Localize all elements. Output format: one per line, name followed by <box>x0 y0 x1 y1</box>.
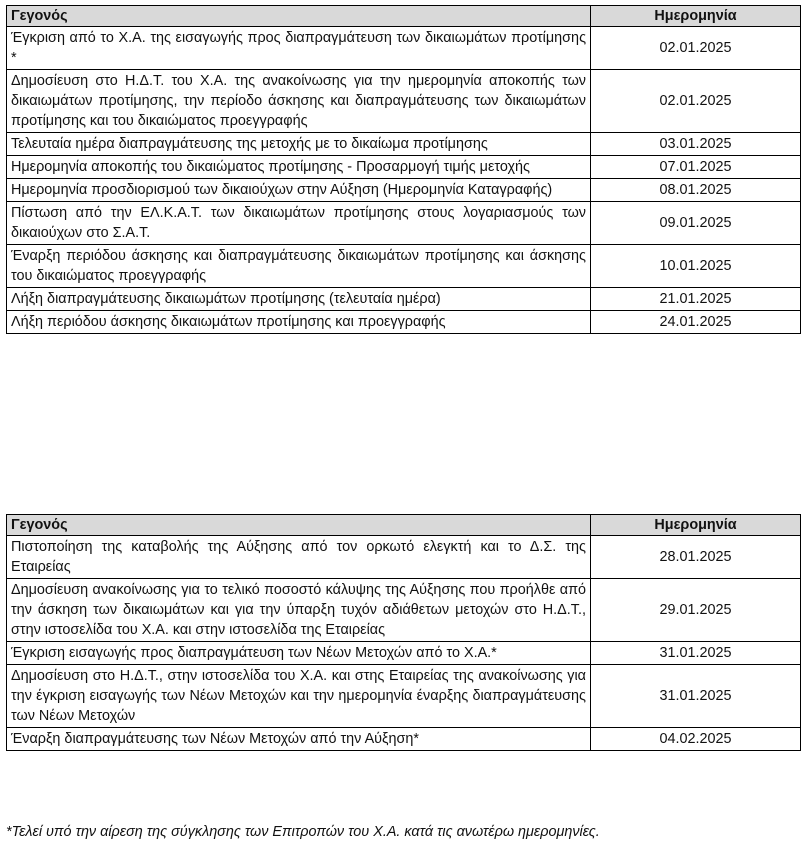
table-row <box>7 579 801 642</box>
date-cell: 08.01.2025 <box>591 179 801 202</box>
date-cell: 10.01.2025 <box>591 245 801 288</box>
event-cell: Έγκριση από το Χ.Α. της εισαγωγής προς διαπραγμάτευση των δικαιωμάτων προτίμησης * <box>7 27 591 70</box>
table-row <box>7 156 801 179</box>
column-header-event: Γεγονός <box>7 515 591 536</box>
timeline-table-new-shares <box>6 514 801 751</box>
event-cell: Έναρξη περιόδου άσκησης και διαπραγμάτευσης δικαιωμάτων προτίμησης και άσκησης του δικαιώματος προεγγραφής <box>7 245 591 288</box>
event-cell: Πιστοποίηση της καταβολής της Αύξησης από τον ορκωτό ελεγκτή και το Δ.Σ. της Εταιρείας <box>7 536 591 579</box>
table-row <box>7 288 801 311</box>
event-cell: Έγκριση εισαγωγής προς διαπραγμάτευση των Νέων Μετοχών από το Χ.Α.* <box>7 642 591 665</box>
event-cell: Τελευταία ημέρα διαπραγμάτευσης της μετοχής με το δικαίωμα προτίμησης <box>7 133 591 156</box>
table-header-row <box>7 6 801 27</box>
event-cell: Δημοσίευση στο Η.Δ.Τ. του Χ.Α. της ανακοίνωσης για την ημερομηνία αποκοπής των δικαιωμάτων προτίμησης, την περίοδο άσκησης και διαπραγμάτευσης των δικαιωμάτων προτίμησης και του δικαιώματος προεγγραφής <box>7 70 591 133</box>
date-cell: 07.01.2025 <box>591 156 801 179</box>
table-row <box>7 133 801 156</box>
event-cell: Πίστωση από την ΕΛ.Κ.Α.Τ. των δικαιωμάτων προτίμησης στους λογαριασμούς των δικαιούχων στο Σ.Α.Τ. <box>7 202 591 245</box>
date-cell: 31.01.2025 <box>591 665 801 728</box>
table-row <box>7 245 801 288</box>
table-header-row <box>7 515 801 536</box>
table-row <box>7 202 801 245</box>
event-cell: Έναρξη διαπραγμάτευσης των Νέων Μετοχών από την Αύξηση* <box>7 728 591 751</box>
date-cell: 02.01.2025 <box>591 70 801 133</box>
date-cell: 02.01.2025 <box>591 27 801 70</box>
date-cell: 24.01.2025 <box>591 311 801 334</box>
table-row <box>7 665 801 728</box>
event-cell: Λήξη περιόδου άσκησης δικαιωμάτων προτίμησης και προεγγραφής <box>7 311 591 334</box>
date-cell: 09.01.2025 <box>591 202 801 245</box>
footnote: *Τελεί υπό την αίρεση της σύγκλησης των Επιτροπών του Χ.Α. κατά τις ανωτέρω ημερομηνίες. <box>6 824 600 840</box>
event-cell: Ημερομηνία αποκοπής του δικαιώματος προτίμησης - Προσαρμογή τιμής μετοχής <box>7 156 591 179</box>
date-cell: 29.01.2025 <box>591 579 801 642</box>
column-header-event: Γεγονός <box>7 6 591 27</box>
table-row <box>7 536 801 579</box>
table-row <box>7 642 801 665</box>
date-cell: 31.01.2025 <box>591 642 801 665</box>
column-header-date: Ημερομηνία <box>591 515 801 536</box>
date-cell: 04.02.2025 <box>591 728 801 751</box>
event-cell: Ημερομηνία προσδιορισμού των δικαιούχων στην Αύξηση (Ημερομηνία Καταγραφής) <box>7 179 591 202</box>
table-row <box>7 70 801 133</box>
column-header-date: Ημερομηνία <box>591 6 801 27</box>
event-cell: Δημοσίευση ανακοίνωσης για το τελικό ποσοστό κάλυψης της Αύξησης που προήλθε από την άσκηση των δικαιωμάτων και για την ύπαρξη τυχόν αδιάθετων μετοχών στο Η.Δ.Τ., στην ιστοσελίδα του Χ.Α. και στην ιστοσελίδα της Εταιρείας <box>7 579 591 642</box>
date-cell: 03.01.2025 <box>591 133 801 156</box>
timeline-table-rights-period <box>6 5 801 334</box>
event-cell: Δημοσίευση στο Η.Δ.Τ., στην ιστοσελίδα του Χ.Α. και στης Εταιρείας της ανακοίνωσης για την έγκριση εισαγωγής των Νέων Μετοχών και την ημερομηνία έναρξης διαπραγμάτευσης των Νέων Μετοχών <box>7 665 591 728</box>
table-row <box>7 27 801 70</box>
table-row <box>7 179 801 202</box>
table-body <box>7 536 801 751</box>
event-cell: Λήξη διαπραγμάτευσης δικαιωμάτων προτίμησης (τελευταία ημέρα) <box>7 288 591 311</box>
table-body <box>7 27 801 334</box>
date-cell: 28.01.2025 <box>591 536 801 579</box>
table-row <box>7 728 801 751</box>
date-cell: 21.01.2025 <box>591 288 801 311</box>
table-row <box>7 311 801 334</box>
